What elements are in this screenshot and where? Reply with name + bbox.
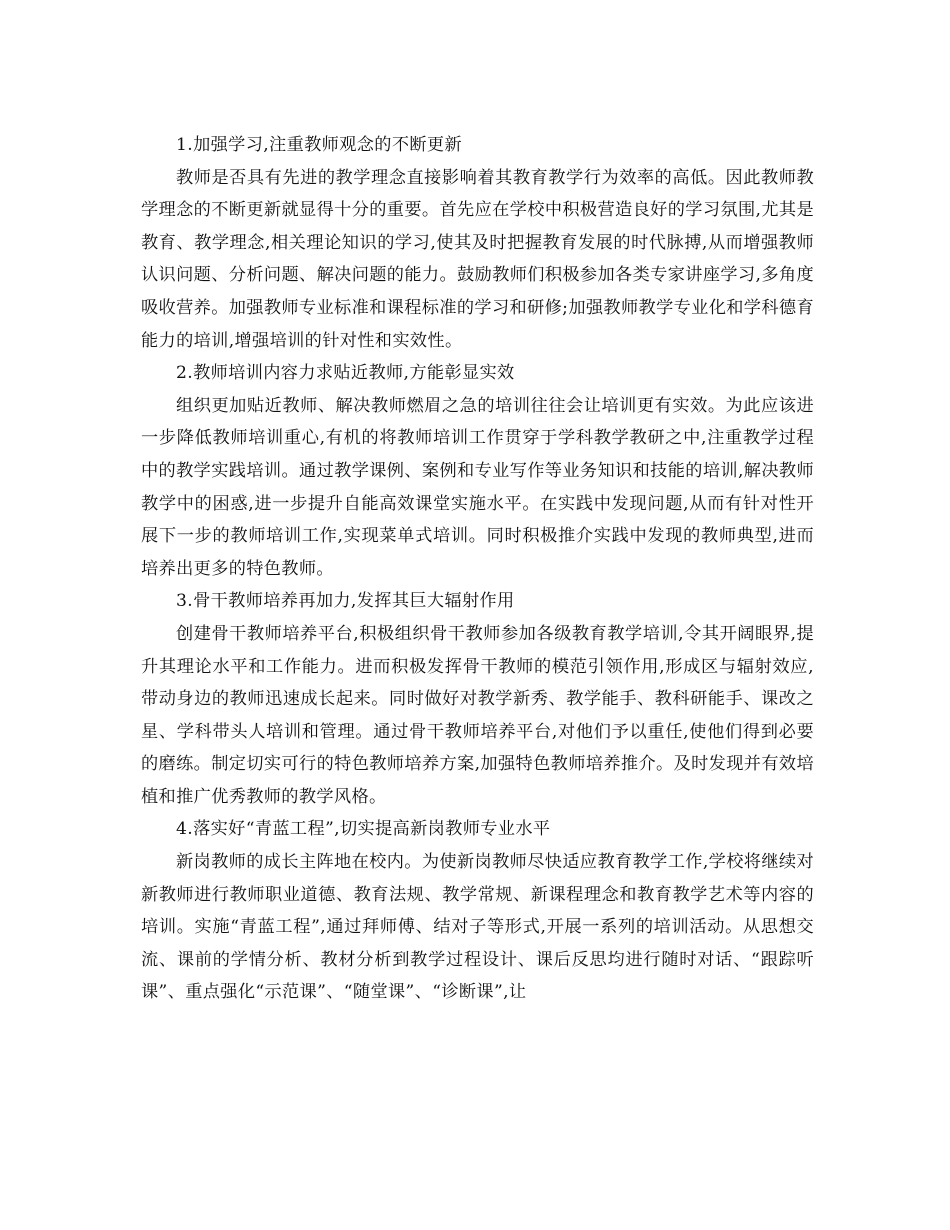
- section-4-heading: 4.落实好“青蓝工程”,切实提高新岗教师专业水平: [176, 819, 551, 840]
- section-1-heading: 1.加强学习,注重教师观念的不断更新: [176, 135, 462, 155]
- section-2-heading: 2.教师培训内容力求贴近教师,方能彰显实效: [176, 363, 515, 384]
- section-3-heading: 3.骨干教师培养再加力,发挥其巨大辐射作用: [176, 591, 515, 612]
- section-1-paragraph: 教师是否具有先进的教学理念直接影响着其教育教学行为效率的高低。因此教师教学理念的不断更新就显得十分的重要。首先应在学校中积极营造良好的学习氛围,尤其是教育、教学理念,相关理论知识的学习,使其及时把握教育发展的时代脉搏,从而增强教师认识问题、分析问题、解决问题的能力。鼓励教师们积极参加各类专家讲座学习,多角度吸收营养。加强教师专业标准和课程标准的学习和研修;加强教师教学专业化和学科德育能力的培训,增强培训的针对性和实效性。: [141, 167, 814, 351]
- section-3-paragraph: 创建骨干教师培养平台,积极组织骨干教师参加各级教育教学培训,令其开阔眼界,提升其理论水平和工作能力。进而积极发挥骨干教师的模范引领作用,形成区与辐射效应,带动身边的教师迅速成长起来。同时做好对教学新秀、教学能手、教科研能手、课改之星、学科带头人培训和管理。通过骨干教师培养平台,对他们予以重任,使他们得到必要的磨练。制定切实可行的特色教师培养方案,加强特色教师培养推介。及时发现并有效培植和推广优秀教师的教学风格。: [141, 623, 814, 807]
- section-2-paragraph: 组织更加贴近教师、解决教师燃眉之急的培训往往会让培训更有实效。为此应该进一步降低教师培训重心,有机的将教师培训工作贯穿于学科教学教研之中,注重教学过程中的教学实践培训。通过教学课例、案例和专业写作等业务知识和技能的培训,解决教师教学中的困惑,进一步提升自能高效课堂实施水平。在实践中发现问题,从而有针对性开展下一步的教师培训工作,实现菜单式培训。同时积极推介实践中发现的教师典型,进而培养出更多的特色教师。: [141, 395, 814, 579]
- document-body: [141, 129, 814, 1009]
- section-4-paragraph: 新岗教师的成长主阵地在校内。为使新岗教师尽快适应教育教学工作,学校将继续对新教师进行教师职业道德、教育法规、教学常规、新课程理念和教育教学艺术等内容的培训。实施“青蓝工程”,通过拜师傅、结对子等形式,开展一系列的培训活动。从思想交流、课前的学情分析、教材分析到教学过程设计、课后反思均进行随时对话、“跟踪听课”、重点强化“示范课”、“随堂课”、“诊断课”,让: [141, 852, 814, 1003]
